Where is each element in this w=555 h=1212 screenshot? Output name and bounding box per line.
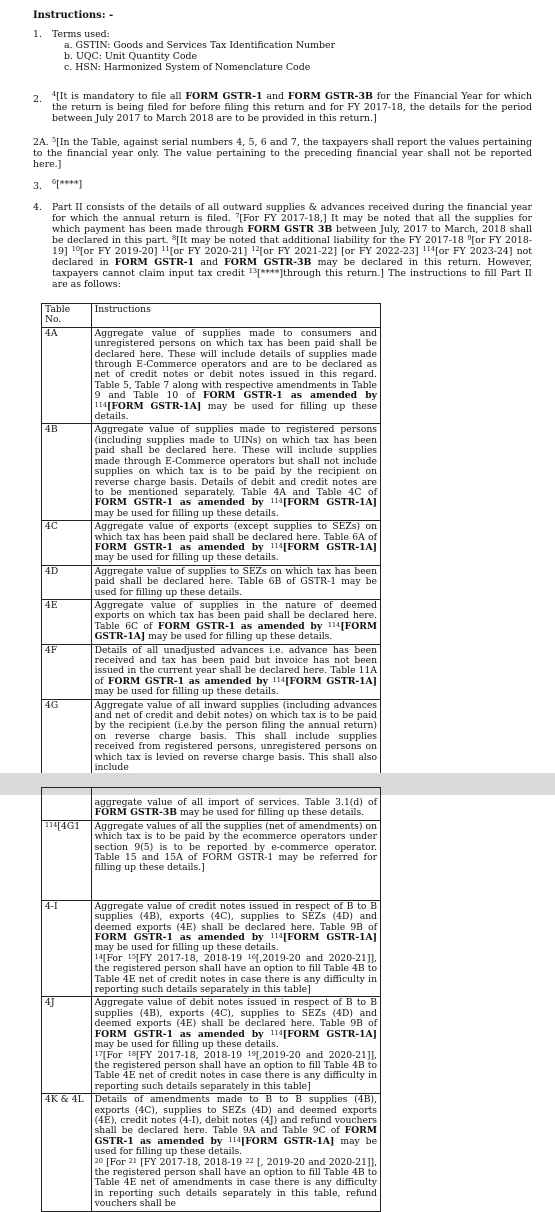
item-2-number: 2. [33,94,42,105]
term-gstin: a. GSTIN: Goods and Services Tax Identification Number [64,40,336,51]
item-3-number: 3. [33,181,42,192]
table-header-row [42,304,381,328]
table-row: 4K & 4L Details of amendments made to B to B supplies (4B), exports (4C), supplies to SEZs (4D) and deemed exports (4E), credit notes (4-I), debit notes (4J) and refund vouchers shall be declared here. Table 9A and Table 9C of FORM GSTR-1 as amended by $^{114}$[FORM GSTR-1A] may be used for filling up these details. $^{20}$ [For $^{21}$ [FY 2017-18, 2018-19 $^{22}$ [, 2019-20 and 2020-21]], the registered person shall have an option to fill Table 4B to Table 4E net of amendments in case there is any difficulty in reporting such details separately in this table, refund vouchers shall be [42,1094,381,1211]
table-row: 4J Aggregate value of debit notes issued in respect of B to B supplies (4B), exports (4C), supplies to SEZs (4D) and deemed exports (4E) shall be declared here. Table 9B of FORM GSTR-1 as amended by $^{114}$[FORM GSTR-1A] may be used for filling up these details. $^{17}$[For $^{18}$[FY 2017-18, 2018-19 $^{19}$[,2019-20 and 2020-21]], the registered person shall have an option to fill Table 4B to Table 4E net of credit notes in case there is any difficulty in reporting such details separately in this table] [42,997,381,1094]
item-1-number: 1. [33,29,42,40]
instructions-heading: Instructions: - [33,10,114,21]
table-header-instructions: Instructions [91,304,380,328]
table-header-no: Table No. [42,304,92,328]
document-page-2 [0,795,555,1210]
table-row: 4C Aggregate value of exports (except supplies to SEZs) on which tax has been paid shall be declared here. Table 6A of FORM GSTR-1 as amended by $^{114}$[FORM GSTR-1A] may be used for filling up these details. [42,521,381,566]
item-2-paragraph: $^4$[It is mandatory to file all FORM GSTR-1 and FORM GSTR-3B for the Financial Year for which the return is being filed for before filing this return and for FY 2017-18, the details for the period between July 2017 to March 2018 are to be provided in this return.] [52,90,533,124]
table-row: 4D Aggregate value of supplies to SEZs on which tax has been paid shall be declared here. Table 6B of GSTR-1 may be used for filling up these details. [42,565,381,599]
item-4-number: 4. [33,202,42,213]
item-1-label: Terms used: [52,29,110,40]
term-hsn: c. HSN: Harmonized System of Nomenclature Code [64,62,311,73]
table-row: $^{114}$[4G1 Aggregate values of all the supplies (net of amendments) on which tax is to be paid by the ecommerce operators under section 9(5) is to be reported by e-commerce operator. Table 15 and 15A of FORM GSTR-1 may be referred for filling up these details.] [42,820,381,900]
item-4-paragraph: Part II consists of the details of all outward supplies & advances received during the financial year for which the annual return is filed. $^7$[For FY 2017-18,] It may be noted that all the supplies for which payment has been made through FORM GSTR 3B between July, 2017 to March, 2018 shall be declared in this part. $^8$[It may be noted that additional liability for the FY 2017-18 $^9$[or FY 2018-19] $^{10}$[or FY 2019-20] $^{11}$[or FY 2020-21] $^{12}$[or FY 2021-22] [or FY 2022-23] $^{114}$[or FY 2023-24] not declared in FORM GSTR-1 and FORM GSTR-3B may be declared in this return. However, taxpayers cannot claim input tax credit $^{13}$[****]through this return.] The instructions to fill Part II are as follows: [52,202,533,290]
term-uqc: b. UQC: Unit Quantity Code [64,51,198,62]
item-3-text: $^6$[****] [52,178,83,190]
item-2a-paragraph: 2A. $^5$[In the Table, against serial numbers 4, 5, 6 and 7, the taxpayers shall report the values pertaining to the financial year only. The value pertaining to the preceding financial year shall not be reported here.] [33,136,532,170]
table-row: aggregate value of all import of services. Table 3.1(d) of FORM GSTR-3B may be used for filling up these details. [42,788,381,821]
table-row: 4F Details of all unadjusted advances i.e. advance has been received and tax has been paid but invoice has not been issued in the current year shall be declared here. Table 11A of FORM GSTR-1 as amended by $^{114}$[FORM GSTR-1A] may be used for filling up these details. [42,644,381,699]
table-row: 4E Aggregate value of supplies in the nature of deemed exports on which tax has been paid shall be declared here. Table 6C of FORM GSTR-1 as amended by $^{114}$[FORM GSTR-1A] may be used for filling up these details. [42,599,381,644]
table-row: 4G Aggregate value of all inward supplies (including advances and net of credit and debit notes) on which tax is to be paid by the recipient (i.e.by the person filing the annual return) on reverse charge basis. This shall include supplies received from registered persons, unregistered persons on which tax is levied on reverse charge basis. This shall also include [42,699,381,775]
table-row: 4B Aggregate value of supplies made to registered persons (including supplies made to UINs) on which tax has been paid shall be declared here. These will include supplies made through E-Commerce operators but shall not include supplies on which tax is to be paid by the recipient on reverse charge basis. Details of debit and credit notes are to be mentioned separately. Table 4A and Table 4C of FORM GSTR-1 as amended by $^{114}$[FORM GSTR-1A] may be used for filling up these details. [42,424,381,521]
instructions-table-continued [41,787,381,1212]
footnote-ref: 4 [52,90,57,98]
table-row: 4A Aggregate value of supplies made to consumers and unregistered persons on which tax has been paid shall be declared here. These will include details of supplies made through E-Commerce operators and are to be declared as net of credit notes or debit notes issued in this regard. Table 5, Table 7 along with respective amendments in Table 9 and Table 10 of FORM GSTR-1 as amended by $^{114}$[FORM GSTR-1A] may be used for filling up these details. [42,327,381,424]
table-row: 4-I Aggregate value of credit notes issued in respect of B to B supplies (4B), exports (4C), supplies to SEZs (4D) and deemed exports (4E) shall be declared here. Table 9B of FORM GSTR-1 as amended by $^{114}$[FORM GSTR-1A] may be used for filling up these details. $^{14}$[For $^{15}$[FY 2017-18, 2018-19 $^{16}$[,2019-20 and 2020-21]], the registered person shall have an option to fill Table 4B to Table 4E net of credit notes in case there is any difficulty in reporting such details separately in this table] [42,900,381,997]
instructions-table [41,303,381,775]
